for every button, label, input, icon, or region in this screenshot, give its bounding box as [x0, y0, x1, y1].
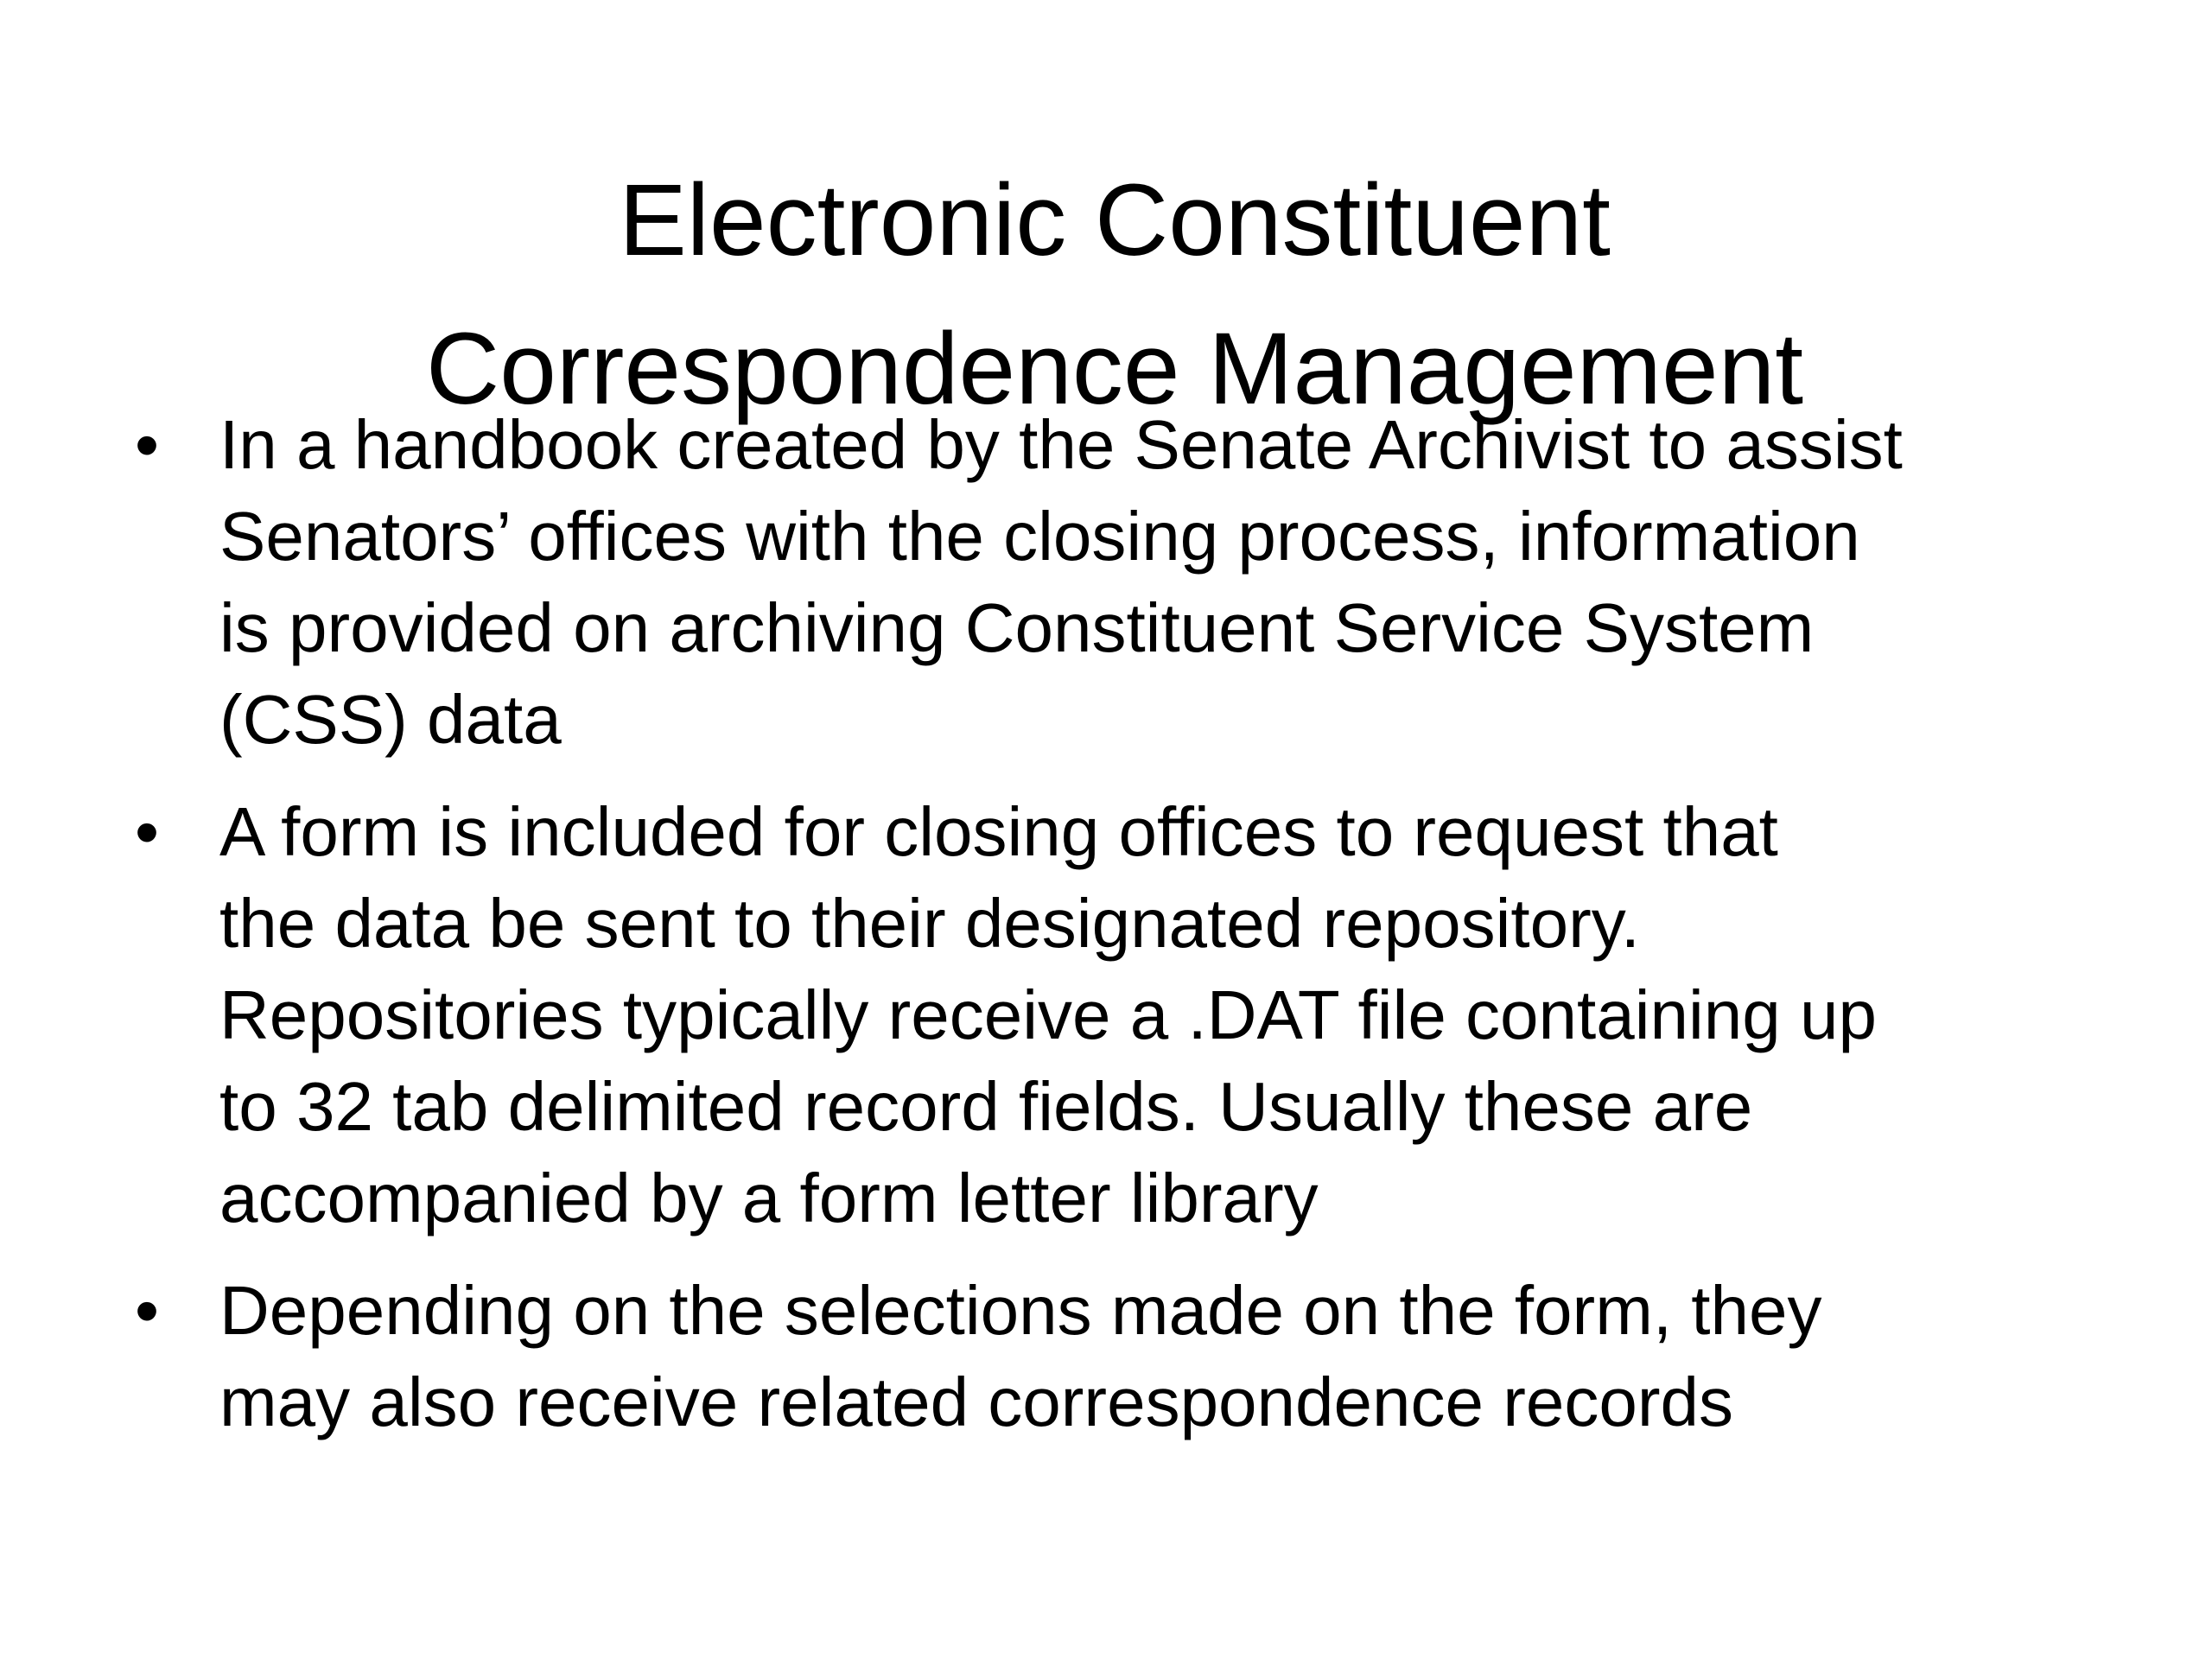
bullet-line: accompanied by a form letter library — [219, 1160, 1319, 1236]
bullet-item — [130, 786, 2117, 1244]
bullet-text — [219, 786, 2117, 1244]
bullet-line: the data be sent to their designated repository. — [219, 885, 1641, 962]
bullet-text — [219, 1265, 2117, 1448]
bullet-dot-icon: • — [135, 1272, 160, 1349]
bullet-line: Depending on the selections made on the form, they — [219, 1272, 1822, 1349]
slide-title-line: Electronic Constituent — [619, 163, 1611, 278]
slide-title-line: Correspondence Management — [426, 312, 1803, 427]
bullet-dot-icon: • — [135, 406, 160, 483]
bullet-line: may also receive related correspondence records — [219, 1363, 1733, 1440]
bullet-item — [130, 399, 2117, 766]
bullet-line: Repositories typically receive a .DAT file containing up — [219, 976, 1877, 1053]
bullet-line: (CSS) data — [219, 681, 562, 758]
bullet-list — [130, 399, 2117, 1469]
bullet-line: is provided on archiving Constituent Service System — [219, 589, 1815, 666]
bullet-item — [130, 1265, 2117, 1448]
bullet-text — [219, 399, 2117, 766]
bullet-line: to 32 tab delimited record fields. Usually these are — [219, 1068, 1753, 1145]
bullet-line: In a handbook created by the Senate Archivist to assist — [219, 406, 1903, 483]
bullet-line: A form is included for closing offices to request that — [219, 793, 1778, 870]
bullet-line: Senators’ offices with the closing process, information — [219, 498, 1860, 575]
bullet-dot-icon: • — [135, 793, 160, 870]
